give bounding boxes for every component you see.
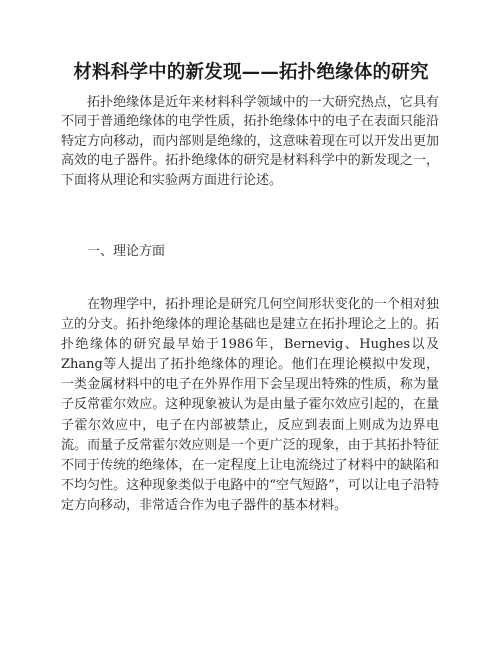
section-heading-theory: 一、理论方面 [87,244,166,259]
document-title: 材料科学中的新发现——拓扑绝缘体的研究 [73,62,429,83]
theory-paragraph: 在物理学中，拓扑理论是研究几何空间形状变化的一个相对独立的分支。拓扑绝缘体的理论基础也是建立在拓扑理论之上的。拓扑绝缘体的研究最早始于1986年，Bernevig、Hughes以及Zhang等人提出了拓扑绝缘体的理论。他们在理论模拟中发现，一类金属材料中的电子在外界作用下会呈现出特殊的性质，称为量子反常霍尔效应。这种现象被认为是由量子霍尔效应引起的，在量子霍尔效应中，电子在内部被禁止，反应到表面上则成为边界电流。而量子反常霍尔效应则是一个更广泛的现象，由于其拓扑特征不同于传统的绝缘体，在一定程度上让电流绕过了材料中的缺陷和不均匀性。这种现象类似于电路中的“空气短路”，可以让电子沿特定方向移动，非常适合作为电子器件的基本材料。 [61,297,439,513]
intro-paragraph: 拓扑绝缘体是近年来材料科学领域中的一大研究热点，它具有不同于普通绝缘体的电学性质，拓扑绝缘体中的电子在表面只能沿特定方向移动，而内部则是绝缘的，这意味着现在可以开发出更加高效的电子器件。拓扑绝缘体的研究是材料科学中的新发现之一，下面将从理论和实验两方面进行论述。 [61,95,439,188]
